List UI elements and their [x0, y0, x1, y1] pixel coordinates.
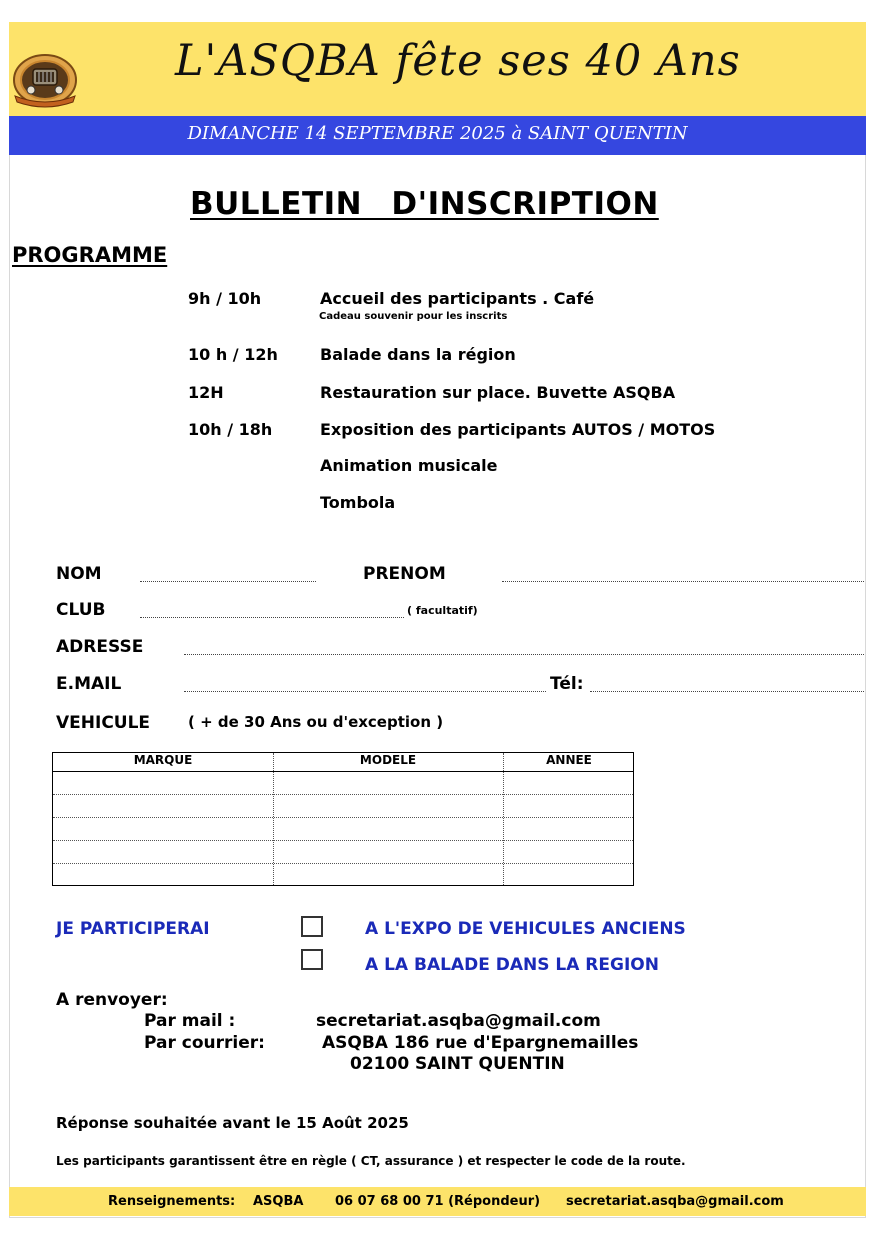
deadline-note: Réponse souhaitée avant le 15 Août 2025	[56, 1114, 409, 1132]
programme-time: 10h / 18h	[188, 420, 273, 439]
date-band	[9, 116, 866, 155]
email-field[interactable]	[184, 691, 546, 692]
balade-option-label: A LA BALADE DANS LA REGION	[365, 955, 659, 975]
club-label: CLUB	[56, 600, 106, 620]
adresse-field[interactable]	[184, 654, 864, 655]
expo-option-label: A L'EXPO DE VEHICULES ANCIENS	[365, 919, 686, 939]
programme-desc: Exposition des participants AUTOS / MOTOS	[320, 420, 716, 439]
footer-phone[interactable]: 06 07 68 00 71 (Répondeur)	[335, 1194, 541, 1209]
compliance-note: Les participants garantissent être en règle ( CT, assurance ) et respecter le code de la route.	[56, 1154, 686, 1168]
vehicle-table	[52, 752, 634, 886]
club-optional-note: ( facultatif)	[407, 604, 478, 617]
club-field[interactable]	[140, 617, 404, 618]
nom-field[interactable]	[140, 581, 316, 582]
send-post-address: ASQBA 186 rue d'Epargnemailles	[322, 1033, 639, 1053]
table-header-marque: MARQUE	[133, 753, 193, 767]
programme-desc: Tombola	[320, 493, 396, 512]
prenom-label: PRENOM	[363, 564, 446, 584]
balade-checkbox[interactable]	[301, 949, 323, 970]
send-mail-label: Par mail :	[144, 1011, 236, 1031]
programme-desc: Balade dans la région	[320, 345, 516, 364]
footer-label: Renseignements:	[108, 1194, 236, 1209]
send-post-label: Par courrier:	[144, 1033, 265, 1053]
table-column-divider	[273, 753, 274, 885]
document-title: BULLETIN D'INSCRIPTION	[190, 186, 659, 222]
prenom-field[interactable]	[502, 581, 864, 582]
send-mail-value[interactable]: secretariat.asqba@gmail.com	[316, 1011, 601, 1031]
table-row[interactable]	[53, 817, 633, 818]
nom-label: NOM	[56, 564, 102, 584]
footer-band	[9, 1187, 866, 1216]
programme-desc: Accueil des participants . Café	[320, 289, 595, 308]
table-header-modele: MODELE	[359, 753, 417, 767]
table-row[interactable]	[53, 840, 633, 841]
programme-time: 9h / 10h	[188, 289, 262, 308]
tel-label: Tél:	[550, 674, 584, 694]
footer-email[interactable]: secretariat.asqba@gmail.com	[566, 1194, 784, 1209]
programme-note: Cadeau souvenir pour les inscrits	[319, 311, 508, 322]
vehicule-label: VEHICULE	[56, 713, 151, 733]
table-row[interactable]	[53, 863, 633, 864]
programme-time: 10 h / 12h	[188, 345, 278, 364]
event-title: L'ASQBA fête ses 40 Ans	[175, 36, 741, 86]
expo-checkbox[interactable]	[301, 916, 323, 937]
email-label: E.MAIL	[56, 674, 122, 694]
programme-desc: Restauration sur place. Buvette ASQBA	[320, 383, 676, 402]
event-date: DIMANCHE 14 SEPTEMBRE 2025 à SAINT QUENTIN	[187, 123, 688, 144]
table-column-divider	[503, 753, 504, 885]
car-club-emblem-icon	[11, 52, 79, 108]
send-post-city: 02100 SAINT QUENTIN	[350, 1054, 565, 1074]
footer-org: ASQBA	[253, 1194, 304, 1209]
adresse-label: ADRESSE	[56, 637, 144, 657]
programme-desc: Animation musicale	[320, 456, 498, 475]
table-row[interactable]	[53, 794, 633, 795]
vehicule-note: ( + de 30 Ans ou d'exception )	[188, 713, 444, 731]
participation-label: JE PARTICIPERAI	[56, 919, 210, 939]
programme-heading: PROGRAMME	[12, 243, 168, 267]
table-header-divider	[53, 771, 633, 772]
table-header-annee: ANNEE	[546, 753, 592, 767]
send-heading: A renvoyer:	[56, 990, 168, 1010]
programme-time: 12H	[188, 383, 224, 402]
tel-field[interactable]	[590, 691, 864, 692]
